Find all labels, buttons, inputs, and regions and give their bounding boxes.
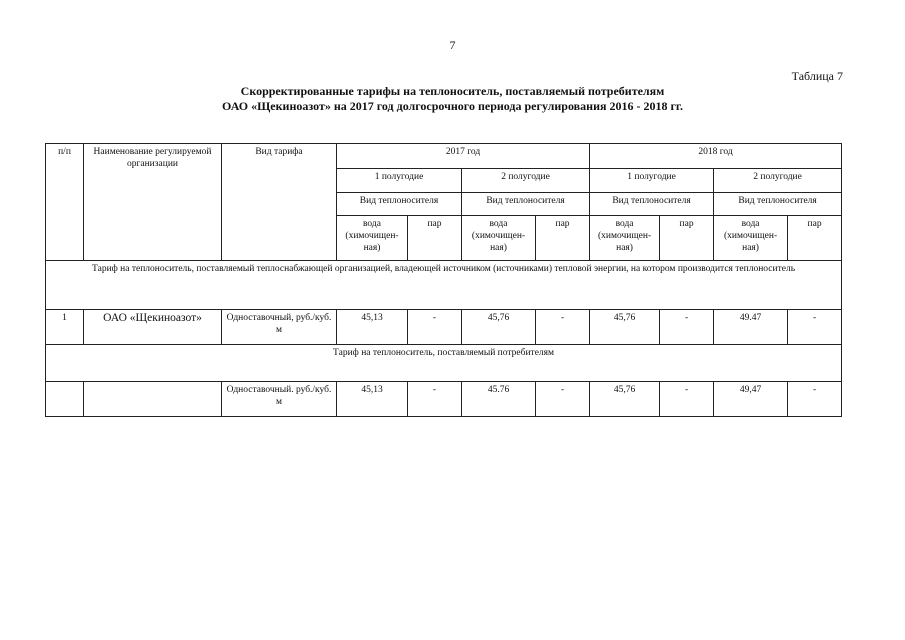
header-year-2017: 2017 год — [337, 144, 590, 169]
section-heading-consumers: Тариф на теплоноситель, поставляемый потребителям — [46, 345, 842, 382]
value-2018-h2-water: 49.47 — [714, 310, 788, 345]
table-label: Таблица 7 — [791, 69, 843, 83]
header-water: вода (химочищен-ная) — [462, 216, 536, 261]
header-steam: пар — [788, 216, 842, 261]
header-water: вода (химочищен-ная) — [590, 216, 660, 261]
title-line-2: ОАО «Щекиноазот» на 2017 год долгосрочного периода регулирования 2016 - 2018 гг. — [221, 99, 684, 113]
value-2017-h2-water: 45,76 — [462, 310, 536, 345]
header-carrier: Вид теплоносителя — [714, 193, 842, 216]
value-2017-h2-steam: - — [536, 310, 590, 345]
tariff-table — [45, 143, 842, 417]
organization-name — [84, 382, 222, 417]
value-2017-h2-steam: - — [536, 382, 590, 417]
header-row-years — [46, 144, 842, 169]
section-heading-row — [46, 345, 842, 382]
header-carrier: Вид теплоносителя — [337, 193, 462, 216]
value-2017-h1-steam: - — [408, 382, 462, 417]
header-2017-half2: 2 полугодие — [462, 169, 590, 193]
value-2017-h2-water: 45.76 — [462, 382, 536, 417]
row-number: 1 — [46, 310, 84, 345]
value-2017-h1-steam: - — [408, 310, 462, 345]
value-2017-h1-water: 45,13 — [337, 310, 408, 345]
page-number: 7 — [449, 38, 456, 52]
header-water: вода (химочищен-ная) — [714, 216, 788, 261]
row-number — [46, 382, 84, 417]
header-2017-half1: 1 полугодие — [337, 169, 462, 193]
tariff-type: Одноставочный, руб./куб. м — [222, 310, 337, 345]
value-2018-h1-steam: - — [660, 310, 714, 345]
header-water: вода (химочищен-ная) — [337, 216, 408, 261]
section-heading-row — [46, 261, 842, 310]
header-carrier: Вид теплоносителя — [590, 193, 714, 216]
header-carrier: Вид теплоносителя — [462, 193, 590, 216]
value-2018-h2-steam: - — [788, 382, 842, 417]
document-title — [0, 84, 905, 114]
section-heading-supplier: Тариф на теплоноситель, поставляемый теплоснабжающей организацией, владеющей источником (источниками) тепловой энергии, на котором производится теплоноситель — [46, 261, 842, 310]
header-2018-half1: 1 полугодие — [590, 169, 714, 193]
value-2018-h2-water: 49,47 — [714, 382, 788, 417]
tariff-type: Одноставочный. руб./куб. м — [222, 382, 337, 417]
header-2018-half2: 2 полугодие — [714, 169, 842, 193]
organization-name: ОАО «Щекиноазот» — [84, 310, 222, 345]
table-row — [46, 310, 842, 345]
value-2017-h1-water: 45,13 — [337, 382, 408, 417]
header-steam: пар — [660, 216, 714, 261]
header-steam: пар — [536, 216, 590, 261]
table-row — [46, 382, 842, 417]
header-tariff-type: Вид тарифа — [222, 144, 337, 261]
header-num: п/п — [46, 144, 84, 261]
value-2018-h1-water: 45,76 — [590, 310, 660, 345]
header-year-2018: 2018 год — [590, 144, 842, 169]
header-org: Наименование регулируемой организации — [84, 144, 222, 261]
value-2018-h2-steam: - — [788, 310, 842, 345]
value-2018-h1-water: 45,76 — [590, 382, 660, 417]
header-steam: пар — [408, 216, 462, 261]
value-2018-h1-steam: - — [660, 382, 714, 417]
title-line-1: Скорректированные тарифы на теплоноситель, поставляемый потребителям — [240, 84, 665, 98]
